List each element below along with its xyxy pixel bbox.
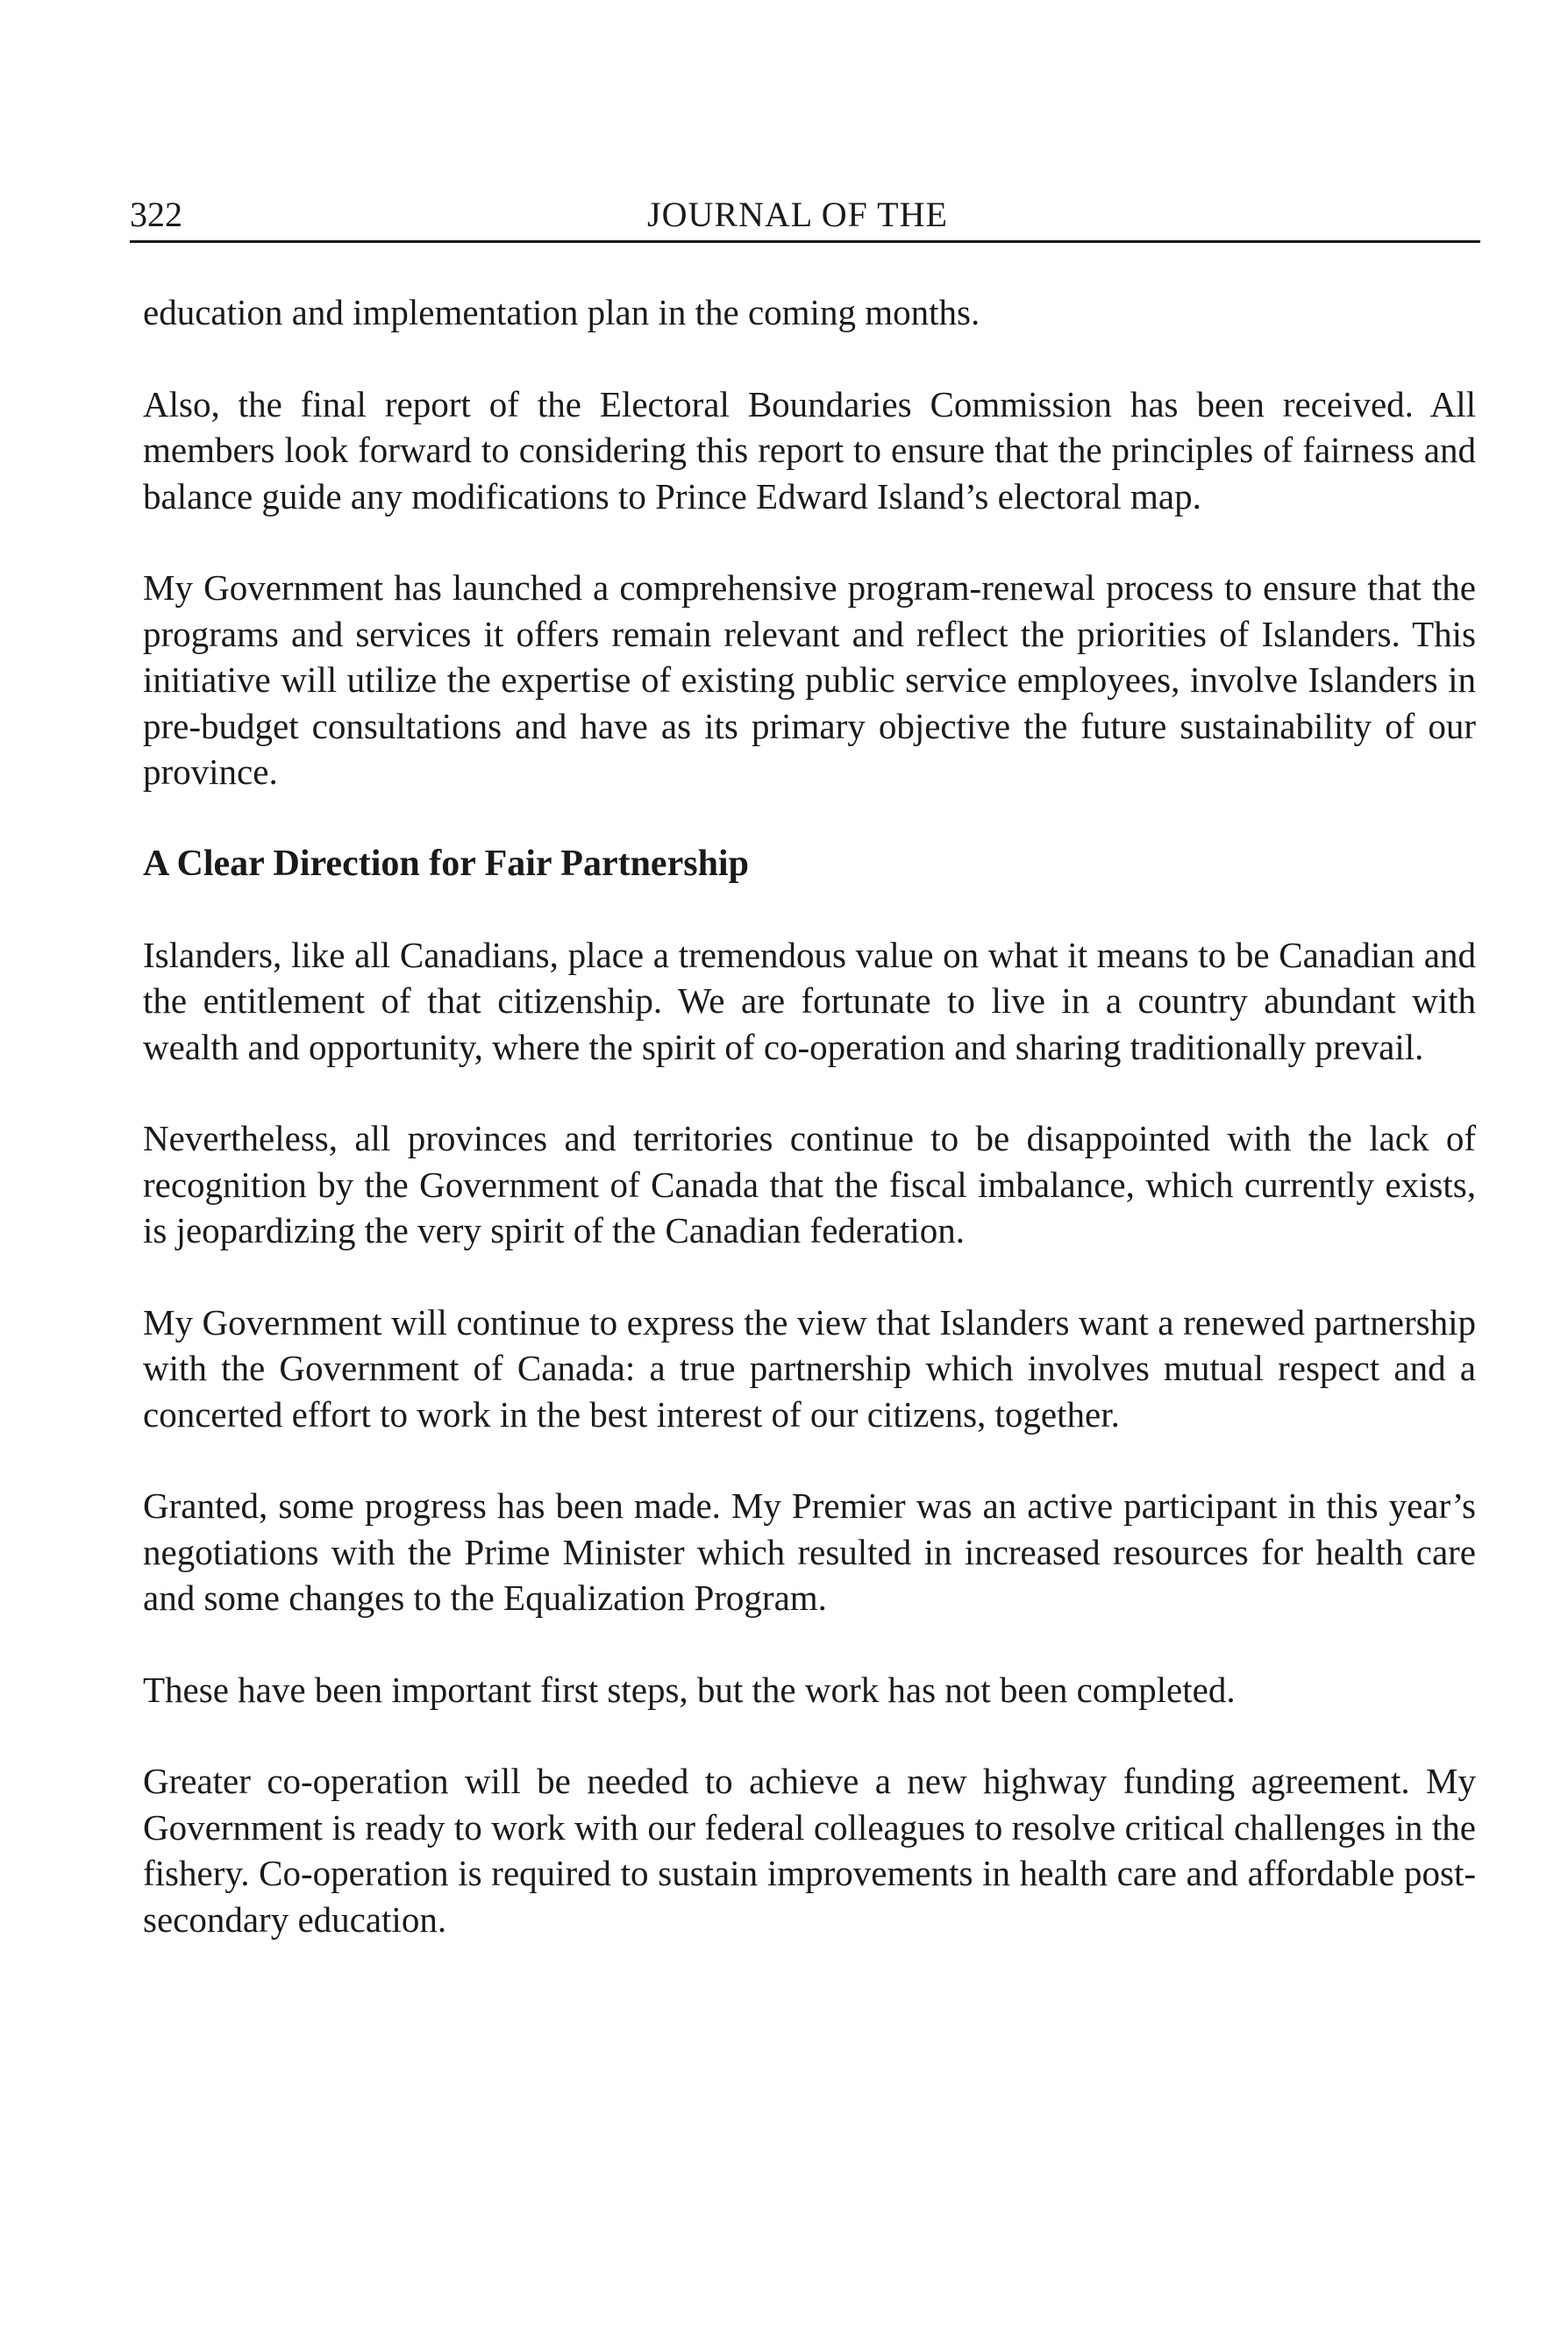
body-text — [143, 289, 1476, 1988]
paragraph-electoral-boundaries: Also, the final report of the Electoral Boundaries Commission has been received. All members look forward to considering this report to ensure that the principles of fairness and balance guide any modifications to Prince Edward Island’s electoral map. — [143, 383, 1476, 516]
paragraph-greater-cooperation: Greater co-operation will be needed to achieve a new highway funding agreement. My Government is ready to work with our federal colleagues to resolve critical challenges in the fishery. Co-operation is required to sustain improvements in health care and affordable post-secondary education. — [143, 1761, 1476, 1940]
section-heading: A Clear Direction for Fair Partnership — [143, 843, 749, 884]
paragraph-education-plan: education and implementation plan in the coming months. — [143, 292, 980, 332]
paragraph-progress-made: Granted, some progress has been made. My Premier was an active participant in this year’s negotiations with the Prime Minister which resulted in increased resources for health care and some changes to the Equalization Program. — [143, 1485, 1476, 1618]
paragraph-canadian-value: Islanders, like all Canadians, place a tremendous value on what it means to be Canadian and the entitlement of that citizenship. We are fortunate to live in a country abundant with wealth and opportunity, where the spirit of co-operation and sharing traditionally prevail. — [143, 934, 1476, 1067]
paragraph-fiscal-imbalance: Nevertheless, all provinces and territories continue to be disappointed with the lack of recognition by the Government of Canada that the fiscal imbalance, which currently exists, is jeopardizing the very spirit of the Canadian federation. — [143, 1118, 1476, 1250]
paragraph-renewed-partnership: My Government will continue to express the view that Islanders want a renewed partnership with the Government of Canada: a true partnership which involves mutual respect and a concerted effort to work in the best interest of our citizens, together. — [143, 1301, 1476, 1435]
paragraph-first-steps: These have been important first steps, but the work has not been completed. — [143, 1669, 1236, 1710]
page-number: 322 — [130, 195, 182, 234]
running-head: JOURNAL OF THE — [647, 195, 948, 234]
paragraph-program-renewal: My Government has launched a comprehensive program-renewal process to ensure that the programs and services it offers remain relevant and reflect the priorities of Islanders. This initiative will utilize the expertise of existing public service employees, involve Islanders in pre-budget consultations and have as its primary objective the future sustainability of our province. — [143, 567, 1476, 792]
page-header — [130, 195, 1480, 243]
